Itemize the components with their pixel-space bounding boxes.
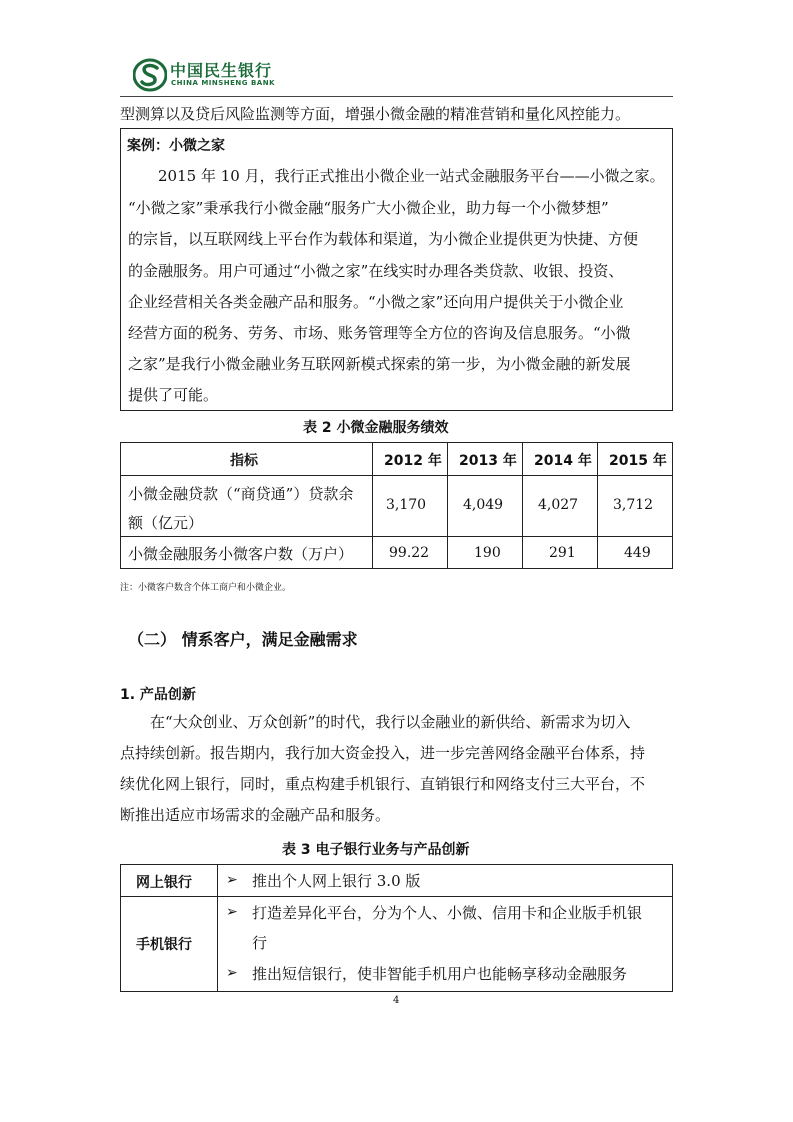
table3-col-divider — [217, 864, 218, 991]
subsection-heading: 1. 产品创新 — [120, 687, 196, 703]
case-line: 的金融服务。用户可通过“小微之家”在线实时办理各类贷款、收银、投资、 — [128, 262, 624, 280]
arrow-bullet-icon: ➢ — [226, 904, 238, 920]
case-line: 经营方面的税务、劳务、市场、账务管理等全方位的咨询及信息服务。“小微 — [128, 324, 631, 342]
paragraph-line: 在“大众创业、万众创新”的时代，我行以金融业的新供给、新需求为切入 — [150, 713, 631, 731]
arrow-bullet-icon: ➢ — [226, 872, 238, 888]
table2-header: 指标 — [230, 453, 258, 469]
table2-cell: 449 — [624, 545, 651, 561]
logo-cn-text: 中国民生银行 — [170, 61, 273, 80]
intro-line: 型测算以及贷后风险监测等方面，增强小微金融的精准营销和量化风控能力。 — [120, 105, 631, 123]
table2-cell: 190 — [474, 545, 501, 561]
case-line: “小微之家”秉承我行小微金融“服务广大小微企业，助力每一个小微梦想” — [128, 199, 609, 217]
table2-row-label: 小微金融服务小微客户数（万户） — [128, 545, 354, 563]
table2-header: 2013 年 — [459, 453, 517, 469]
header-rule — [120, 96, 673, 97]
table2-cell: 99.22 — [389, 545, 430, 561]
table2-header: 2014 年 — [534, 453, 592, 469]
table2-col-divider — [447, 442, 448, 568]
table2-note: 注：小微客户数含个体工商户和小微企业。 — [120, 583, 292, 593]
table3-title: 表 3 电子银行业务与产品创新 — [282, 842, 470, 858]
table2-col-divider — [522, 442, 523, 568]
table3-item: 打造差异化平台，分为个人、小微、信用卡和企业版手机银 — [252, 904, 643, 922]
table3-row-divider — [120, 896, 672, 897]
table3-item: 行 — [252, 934, 268, 952]
table3-item: 推出个人网上银行 3.0 版 — [252, 872, 421, 890]
table2-row-divider — [120, 475, 672, 476]
table2-row-label: 小微金融贷款（“商贷通”）贷款余 — [128, 485, 354, 503]
paragraph-line: 续优化网上银行，同时，重点构建手机银行、直销银行和网络支付三大平台，不 — [120, 775, 646, 793]
table3-item: 推出短信银行，使非智能手机用户也能畅享移动金融服务 — [252, 965, 628, 983]
table2-cell: 3,712 — [613, 497, 654, 513]
table2-cell: 291 — [549, 545, 576, 561]
table2-row-label: 额（亿元） — [128, 514, 204, 532]
bank-logo — [133, 58, 303, 94]
table2-cell: 4,049 — [463, 497, 504, 513]
case-line: 提供了可能。 — [128, 386, 219, 404]
table3-row-label: 网上银行 — [136, 875, 192, 891]
table2-cell: 3,170 — [386, 497, 427, 513]
table2-cell: 4,027 — [538, 497, 579, 513]
table2-col-divider — [372, 442, 373, 568]
section-heading: （二） 情系客户，满足金融需求 — [128, 630, 358, 649]
logo-en-text: CHINA MINSHENG BANK — [171, 79, 275, 87]
table2-header: 2015 年 — [609, 453, 667, 469]
arrow-bullet-icon: ➢ — [226, 965, 238, 981]
bank-logo-icon — [133, 58, 167, 92]
paragraph-line: 点持续创新。报告期内，我行加大资金投入，进一步完善网络金融平台体系，持 — [120, 744, 646, 762]
case-line: 2015 年 10 月，我行正式推出小微企业一站式金融服务平台——小微之家。 — [158, 167, 665, 185]
table3-row-label: 手机银行 — [136, 937, 192, 953]
table2-title: 表 2 小微金融服务绩效 — [303, 420, 449, 436]
table2-col-divider — [597, 442, 598, 568]
case-line: 企业经营相关各类金融产品和服务。“小微之家”还向用户提供关于小微企业 — [128, 293, 624, 311]
table2-row-divider — [120, 536, 672, 537]
case-title: 案例：小微之家 — [127, 138, 225, 154]
table2-header: 2012 年 — [384, 453, 442, 469]
case-line: 之家”是我行小微金融业务互联网新模式探索的第一步，为小微金融的新发展 — [128, 355, 631, 373]
paragraph-line: 断推出适应市场需求的金融产品和服务。 — [120, 806, 391, 824]
page-number: 4 — [393, 995, 400, 1006]
case-line: 的宗旨，以互联网线上平台作为载体和渠道，为小微企业提供更为快捷、方便 — [128, 230, 639, 248]
